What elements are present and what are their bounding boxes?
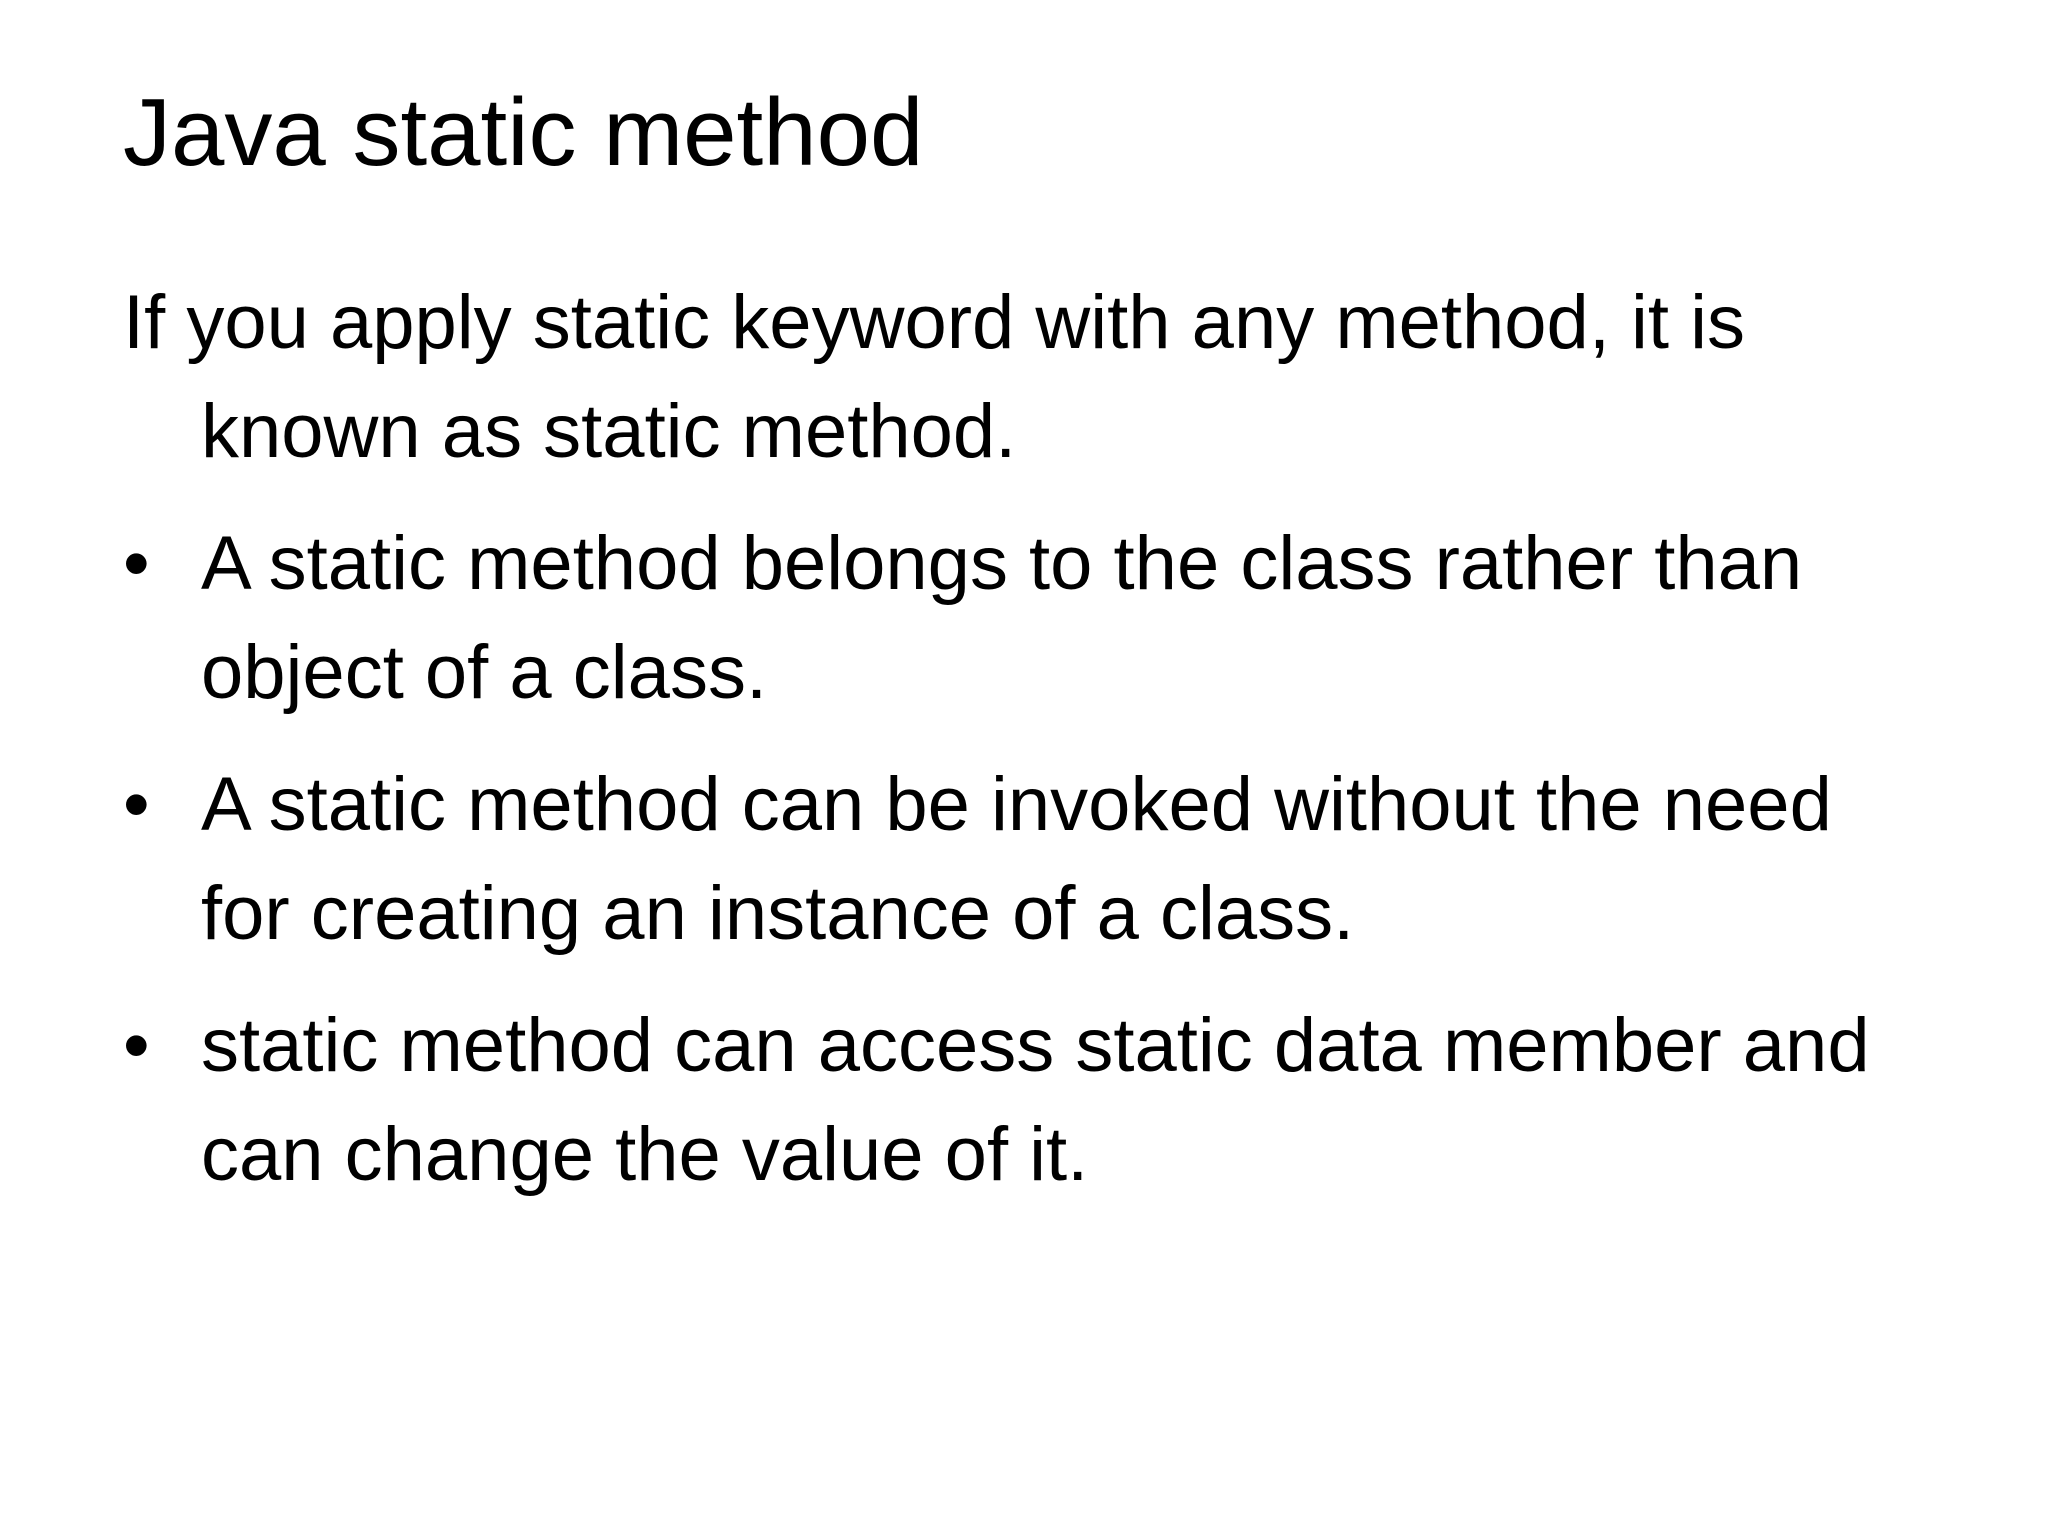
list-item bbox=[123, 991, 1923, 1209]
bullet-icon: • bbox=[123, 521, 150, 606]
bullet-icon: • bbox=[123, 762, 150, 847]
bullet-text: A static method can be invoked without the need for creating an instance of a class. bbox=[201, 762, 1832, 956]
bullet-icon: • bbox=[123, 1003, 150, 1088]
bullet-text: static method can access static data member and can change the value of it. bbox=[201, 1003, 1870, 1197]
list-item bbox=[123, 509, 1923, 727]
bullet-list bbox=[123, 509, 1923, 1209]
list-item bbox=[123, 750, 1923, 968]
slide-body bbox=[123, 268, 1923, 1232]
bullet-text: A static method belongs to the class rather than object of a class. bbox=[201, 521, 1803, 715]
slide-title: Java static method bbox=[123, 79, 924, 186]
intro-paragraph: If you apply static keyword with any method, it is known as static method. bbox=[123, 280, 1746, 474]
